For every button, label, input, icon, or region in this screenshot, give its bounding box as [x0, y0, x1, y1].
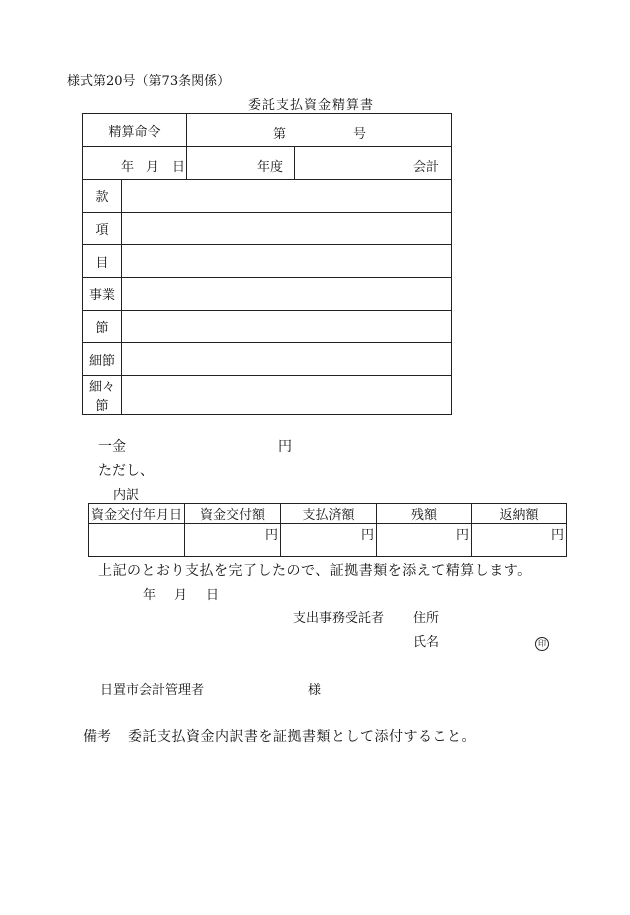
budget-category-table: [82, 179, 452, 415]
addressee-name: 日置市会計管理者: [100, 683, 205, 698]
settlement-order-table: [82, 113, 452, 180]
grant-date-cell[interactable]: [89, 524, 185, 557]
header-paid-amount: 支払済額: [281, 504, 377, 524]
category-row: [83, 376, 452, 415]
paid-amount-cell[interactable]: [281, 524, 377, 557]
category-row: [83, 245, 452, 278]
header-grant-amount: 資金交付額: [185, 504, 281, 524]
category-value[interactable]: [122, 212, 452, 245]
proviso: ただし、: [98, 463, 154, 479]
header-refund-amount: 返納額: [472, 504, 567, 524]
category-label: 節: [83, 310, 122, 343]
header-balance: 残額: [377, 504, 472, 524]
yen-unit: 円: [550, 528, 564, 543]
breakdown-label: 内訳: [113, 488, 140, 503]
category-label: 事業: [83, 278, 122, 311]
refund-amount-cell[interactable]: [472, 524, 567, 557]
address-label: 住所: [413, 611, 440, 626]
grant-amount-cell[interactable]: [185, 524, 281, 557]
category-row: [83, 343, 452, 376]
settlement-order-row: [83, 114, 452, 147]
order-number-go: 号: [353, 127, 367, 142]
yen-unit: 円: [455, 528, 469, 543]
category-value[interactable]: [122, 376, 452, 415]
category-label: 項: [83, 212, 122, 245]
account-cell[interactable]: [295, 147, 452, 180]
statement-date-year: 年: [143, 588, 157, 603]
breakdown-header-row: [89, 504, 567, 524]
fiscal-year-cell[interactable]: [187, 147, 295, 180]
signer-role: 支出事務受託者: [293, 611, 385, 626]
seal-mark: [535, 631, 549, 651]
fiscal-year-label: 年度: [257, 160, 284, 175]
order-number-dai: 第: [273, 127, 287, 142]
name-label: 氏名: [413, 635, 440, 650]
category-value[interactable]: [122, 310, 452, 343]
addressee-honorific: 様: [308, 683, 322, 698]
category-value[interactable]: [122, 343, 452, 376]
seal-icon: 印: [535, 637, 549, 651]
remarks-label: 備考: [83, 729, 111, 745]
settlement-order-label: 精算命令: [83, 114, 187, 147]
category-label: 目: [83, 245, 122, 278]
date-cell[interactable]: [83, 147, 187, 180]
yen-unit: 円: [360, 528, 374, 543]
statement-date-day: 日: [206, 588, 220, 603]
date-day: 日: [172, 160, 186, 175]
category-label: 細々節: [83, 376, 122, 415]
date-year: 年: [121, 160, 135, 175]
account-label: 会計: [413, 160, 440, 175]
date-month: 月: [146, 160, 160, 175]
category-label: 款: [83, 180, 122, 213]
header-grant-date: 資金交付年月日: [89, 504, 185, 524]
breakdown-table: [88, 503, 567, 557]
category-value[interactable]: [122, 278, 452, 311]
document-title: 委託支払資金精算書: [248, 98, 375, 113]
category-label: 細節: [83, 343, 122, 376]
category-value[interactable]: [122, 245, 452, 278]
category-row: [83, 180, 452, 213]
category-row: [83, 212, 452, 245]
amount-unit: 円: [278, 439, 292, 455]
balance-cell[interactable]: [377, 524, 472, 557]
breakdown-value-row: [89, 524, 567, 557]
form-number: 様式第20号（第73条関係）: [67, 74, 231, 89]
category-value[interactable]: [122, 180, 452, 213]
remarks-text: 委託支払資金内訳書を証拠書類として添付すること。: [128, 729, 476, 745]
category-row: [83, 310, 452, 343]
order-number-cell[interactable]: [187, 114, 452, 147]
date-fiscal-row: [83, 147, 452, 180]
amount-prefix: 一金: [98, 439, 126, 455]
completion-statement: 上記のとおり支払を完了したので、証拠書類を添えて精算します。: [98, 563, 532, 579]
category-row: [83, 278, 452, 311]
yen-unit: 円: [264, 528, 278, 543]
statement-date-month: 月: [174, 588, 188, 603]
